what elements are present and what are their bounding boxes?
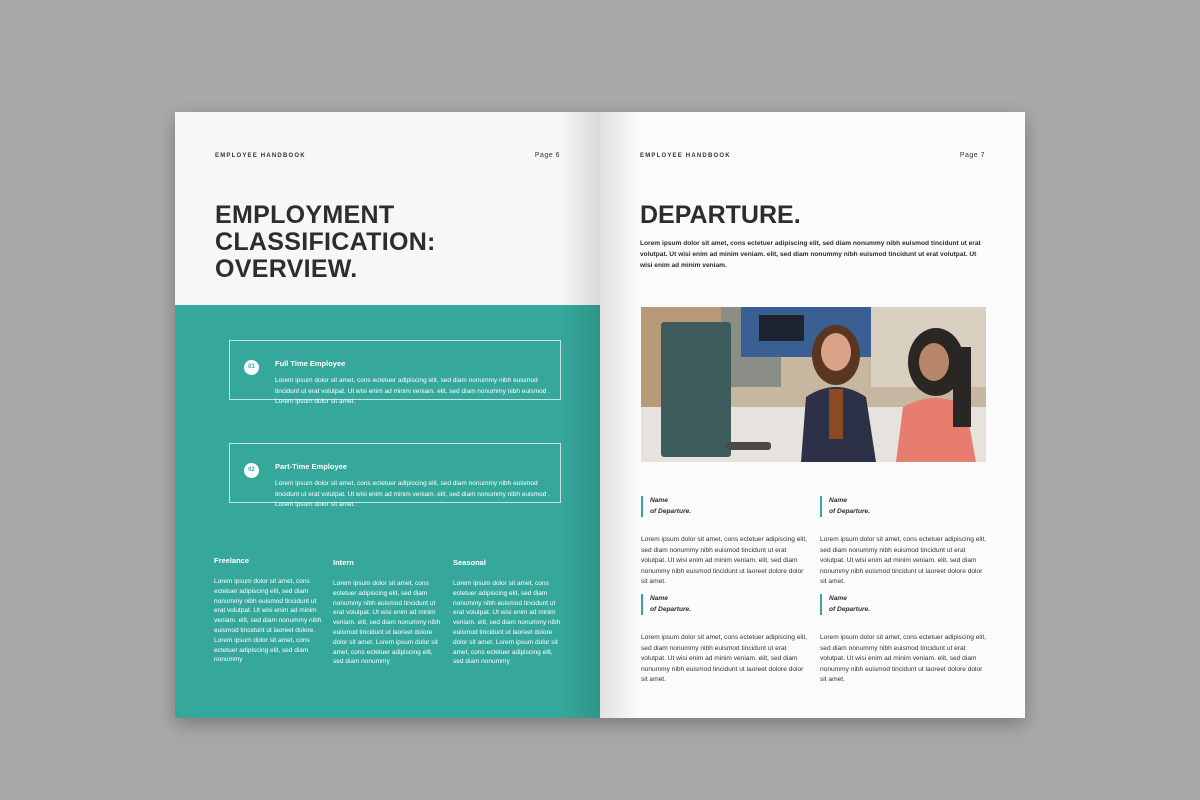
block-heading-line: Name xyxy=(829,595,847,602)
block-heading xyxy=(641,594,811,615)
office-photo-illustration xyxy=(641,307,986,462)
page-number: Page 6 xyxy=(534,152,560,159)
page-number: Page 7 xyxy=(959,152,985,159)
block-heading-line: of Departure. xyxy=(650,507,692,515)
column-title: Seasonal xyxy=(453,558,486,567)
departure-block xyxy=(641,496,811,588)
column-title: Freelance xyxy=(214,556,250,565)
page-title xyxy=(215,202,436,283)
block-body: Lorem ipsum dolor sit amet, cons ectetuer adipiscing elit, sed diam nonummy nibh euismod tincidunt ut erat volutpat. Ut wisi enim ad minim veniam. elit, sed diam nonummy nibh euismod tincidunt ut laoreet dolore dolor sit amet. xyxy=(641,536,808,586)
left-page xyxy=(175,112,600,718)
running-head: EMPLOYEE HANDBOOK xyxy=(215,153,306,159)
block-heading-line: Name xyxy=(650,497,668,504)
block-heading-line: Name xyxy=(829,497,847,504)
block-body: Lorem ipsum dolor sit amet, cons ectetuer adipiscing elit, sed diam nonummy nibh euismod tincidunt ut erat volutpat. Ut wisi enim ad minim veniam. elit, sed diam nonummy nibh euismod tincidunt ut laoreet dolore dolor sit amet. xyxy=(820,536,987,586)
right-page xyxy=(600,112,1025,718)
box-body: Lorem ipsum dolor sit amet, cons ectetuer adipiscing elit, sed diam nonummy nibh euismod tincidunt ut erat volutpat. Ut wisi enim ad minim veniam. elit, sed diam nonummy nibh euismod . Lorem ipsum dolor sit amet. xyxy=(275,377,550,405)
gutter-shadow xyxy=(600,112,640,718)
column-body: Lorem ipsum dolor sit amet, cons ectetuer adipiscing elit, sed diam nonummy nibh euismod tincidunt ut erat volutpat. Ut wisi enim ad minim veniam. elit, sed diam nonummy nibh euismod tincidunt ut laoreet dolore. Lorem ipsum dolor sit amet, cons ectetuer adipiscing elit, sed diam nonummy xyxy=(214,578,322,664)
classification-box xyxy=(229,340,561,405)
running-head: EMPLOYEE HANDBOOK xyxy=(640,153,731,159)
block-heading-line: of Departure. xyxy=(829,507,871,515)
title-line: EMPLOYMENT xyxy=(215,201,395,229)
teal-panel xyxy=(175,305,600,718)
number-badge: 02 xyxy=(244,463,259,478)
brochure-spread xyxy=(175,112,1025,718)
column-intern xyxy=(333,558,443,667)
departure-block xyxy=(641,594,811,686)
block-heading-line: of Departure. xyxy=(829,605,871,613)
block-heading xyxy=(641,496,811,517)
block-heading xyxy=(820,594,990,615)
title-line: CLASSIFICATION: xyxy=(215,228,436,256)
block-heading-line: Name xyxy=(650,595,668,602)
page-title: DEPARTURE. xyxy=(640,201,801,229)
intro-paragraph: Lorem ipsum dolor sit amet, cons ectetuer adipiscing elit, sed diam nonummy nibh euismod tincidunt ut erat volutpat. Ut wisi enim ad minim veniam. elit, sed diam nonummy nibh euismod tincidunt ut erat volutpat. Ut wisi enim ad minim veniam. xyxy=(640,240,981,269)
column-seasonal xyxy=(453,558,563,667)
block-body: Lorem ipsum dolor sit amet, cons ectetuer adipiscing elit, sed diam nonummy nibh euismod tincidunt ut erat volutpat. Ut wisi enim ad minim veniam. elit, sed diam nonummy nibh euismod tincidunt ut laoreet dolore dolor sit amet. xyxy=(641,634,808,684)
number-badge: 01 xyxy=(244,360,259,375)
departure-block xyxy=(820,496,990,588)
box-title: Part-Time Employee xyxy=(275,462,347,471)
box-title: Full Time Employee xyxy=(275,359,346,368)
office-photo xyxy=(641,307,986,462)
block-body: Lorem ipsum dolor sit amet, cons ectetuer adipiscing elit, sed diam nonummy nibh euismod tincidunt ut erat volutpat. Ut wisi enim ad minim veniam. elit, sed diam nonummy nibh euismod tincidunt ut laoreet dolore dolor sit amet. xyxy=(820,634,987,684)
column-title: Intern xyxy=(333,558,354,567)
column-freelance xyxy=(214,556,324,665)
block-heading xyxy=(820,496,990,517)
departure-block xyxy=(820,594,990,686)
column-body: Lorem ipsum dolor sit amet, cons ectetuer adipiscing elit, sed diam nonummy nibh euismod tincidunt ut erat volutpat. Ut wisi enim ad minim veniam. elit, sed diam nonummy nibh euismod tincidunt ut laoreet dolore dolor sit amet. Lorem ipsum dolor sit amet, cons ectetuer adipiscing elit, sed diam nonummy xyxy=(333,580,441,666)
classification-box xyxy=(229,443,561,508)
title-line: OVERVIEW. xyxy=(215,255,358,283)
column-body: Lorem ipsum dolor sit amet, cons ectetuer adipiscing elit, sed diam nonummy nibh euismod tincidunt ut erat volutpat. Ut wisi enim ad minim veniam. elit, sed diam nonummy nibh euismod tincidunt ut laoreet dolore dolor sit amet. Lorem ipsum dolor sit amet, cons ectetuer adipiscing elit, sed diam nonummy xyxy=(453,580,561,666)
box-body: Lorem ipsum dolor sit amet, cons ectetuer adipiscing elit, sed diam nonummy nibh euismod tincidunt ut erat volutpat. Ut wisi enim ad minim veniam. elit, sed diam nonummy nibh euismod . Lorem ipsum dolor sit amet. xyxy=(275,480,550,508)
block-heading-line: of Departure. xyxy=(650,605,692,613)
